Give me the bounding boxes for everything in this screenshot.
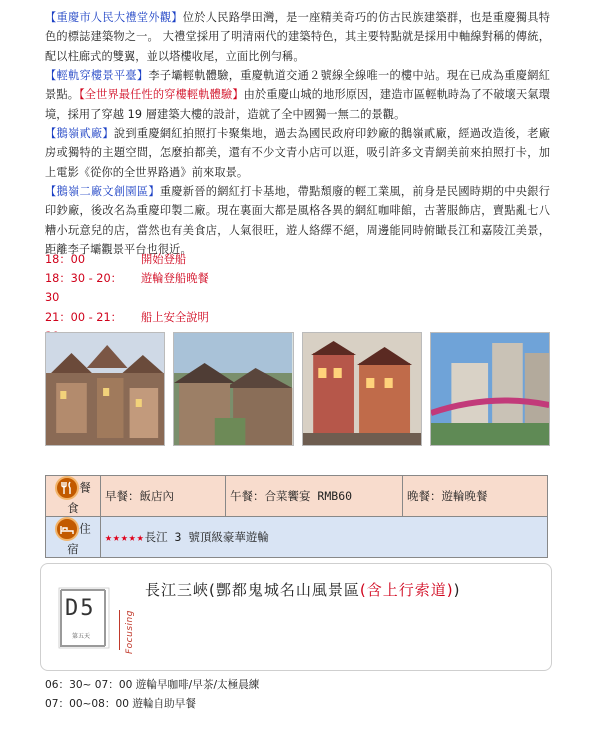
lodging-icon	[55, 517, 79, 541]
lodging-row	[46, 517, 548, 558]
schedule-row: 18：00 開始登船	[45, 253, 187, 266]
photo-hongyadong	[45, 332, 165, 446]
time-line: 06：30~ 07：00 遊輪早咖啡/早茶/太極晨練	[45, 679, 260, 691]
paragraph-highlight: 【全世界最任性的穿樓輕軌體驗】	[79, 88, 244, 102]
paragraph-body: 位於人民路學田灣，是一座精美奇巧的仿古民族建築群，也是重慶獨具特色的標誌建築物之一。 大禮堂採用了明清兩代的建築特色，其主要特點就是採用中軸線對稱的傳統，配以柱廊式的雙翼，並以塔樓收尾，立面比例勻稱。	[45, 11, 550, 63]
paragraph-title: 【重慶市人民大禮堂外觀】	[45, 11, 183, 24]
paragraph-title: 【鵝嶺貳廠】	[45, 127, 114, 140]
day-title: 長江三峽(酆都鬼城名山風景區(含上行索道))	[145, 581, 461, 599]
breakfast-cell: 早餐：飯店內	[101, 476, 226, 517]
paragraph-body: 說到重慶網紅拍照打卡聚集地，過去為國民政府印鈔廠的鵝嶺貳廠，經過改造後，老廠房或獨特的主題空間，怎麼拍都美，還有不少文青小店可以逛，吸引許多文青網美前來拍照打卡，加上電影《從你的全世界路過》前來取景。	[45, 127, 550, 179]
focusing-line	[119, 610, 120, 650]
paragraph-title: 【輕軌穿樓景平臺】	[45, 69, 149, 82]
star-rating: ★★★★★	[105, 530, 145, 544]
lodging-cell: ★★★★★長江 3 號頂級豪華遊輪	[101, 517, 548, 558]
photo-light-rail	[430, 332, 550, 446]
meal-icon	[55, 476, 79, 500]
paragraph-eling-factory	[45, 124, 550, 182]
lodging-label-cell: 住宿	[46, 517, 101, 558]
lunch-cell: 午餐：合菜饗宴 RMB60	[226, 476, 403, 517]
paragraph-light-rail	[45, 66, 550, 124]
meal-lodging-table	[45, 475, 548, 558]
dinner-cell: 晚餐：遊輪晚餐	[403, 476, 548, 517]
photo-strip	[45, 332, 550, 444]
day-sub: 第五天	[72, 633, 91, 640]
day-number: D5	[65, 596, 96, 621]
schedule-row: 18：30 - 20：30 遊輪登船晚餐	[45, 272, 209, 305]
schedule-row: 21：00 - 21： 船上安全說明	[45, 310, 209, 324]
meal-row	[46, 476, 548, 517]
time-line: 07：00~08：00 遊輪自助早餐	[45, 698, 196, 710]
paragraph-title: 【鵝嶺二廠文創園區】	[45, 185, 160, 198]
photo-old-street	[173, 332, 293, 446]
paragraph-creative-park	[45, 182, 550, 260]
paragraph-body: 由於重慶山城的地形原因，建造市區輕軌時為了不破壞天氣環境，採用了穿越 19 層建築大樓的設計，造就了全中國獨一無二的景觀。	[45, 88, 550, 121]
paragraph-people-hall	[45, 8, 550, 66]
paragraph-body: 重慶新晉的網紅打卡基地，帶點頹廢的輕工業風，前身是民國時期的中央銀行印鈔廠，後改名為重慶印製二廠。現在裏面大都是風格各異的網紅咖啡館，古著服飾店，賣點亂七八糟小玩意兒的店，當然也有美食店，人氣很旺，遊人絡繹不絕，周邊能同時俯瞰長江和嘉陵江美景，距離李子壩觀景平台也很近。	[45, 185, 550, 257]
day-header-card	[40, 563, 552, 671]
paragraph-body: 李子壩輕軌體驗，重慶軌道交通２號線全線唯一的樓中站。現在已成為重慶網紅景點。	[45, 69, 550, 102]
meal-label-cell: 餐食	[46, 476, 101, 517]
photo-night-buildings	[302, 332, 422, 446]
focusing-label: Focusing	[125, 610, 135, 654]
morning-schedule	[45, 676, 259, 714]
